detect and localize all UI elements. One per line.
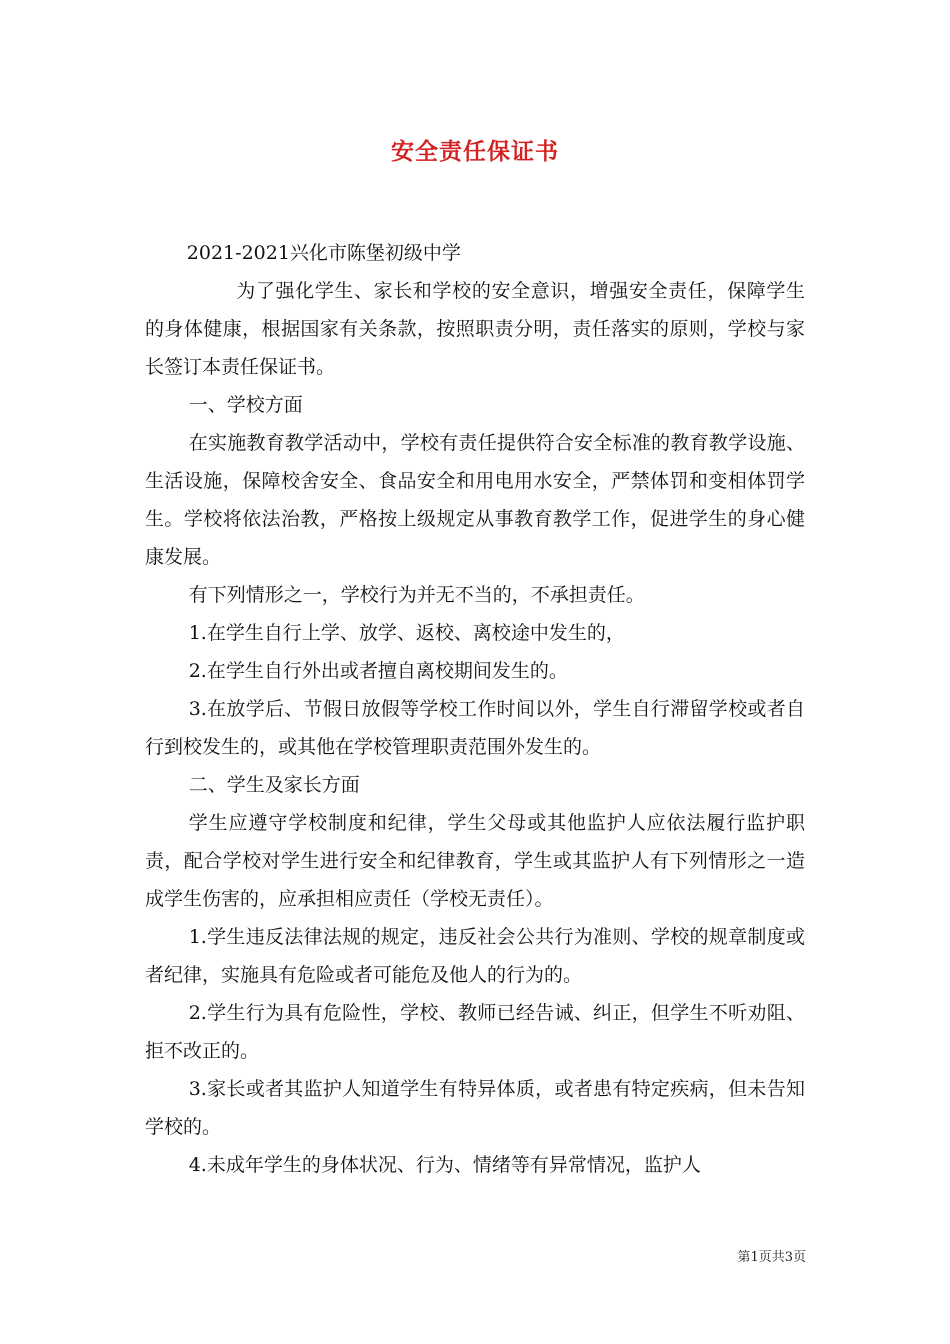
list-item: 3.家长或者其监护人知道学生有特异体质，或者患有特定疾病，但未告知学校的。 (145, 1078, 805, 1138)
list-item: 1.学生违反法律法规的规定，违反社会公共行为准则、学校的规章制度或者纪律，实施具有危险或者可能危及他人的行为的。 (145, 926, 805, 986)
list-item: 2.学生行为具有危险性，学校、教师已经告诫、纠正，但学生不听劝阻、拒不改正的。 (145, 1002, 805, 1062)
section-heading-parents: 二、学生及家长方面 (188, 774, 360, 796)
paragraph: 有下列情形之一，学校行为并无不当的，不承担责任。 (188, 584, 645, 606)
document-title: 安全责任保证书 (391, 138, 559, 165)
paragraph: 在实施教育教学活动中，学校有责任提供符合安全标准的教育教学设施、生活设施，保障校舍安全、食品安全和用电用水安全，严禁体罚和变相体罚学生。学校将依法治教，严格按上级规定从事教育教学工作，促进学生的身心健康发展。 (145, 432, 805, 568)
intro-paragraph: 为了强化学生、家长和学校的安全意识，增强安全责任，保障学生的身体健康，根据国家有关条款，按照职责分明，责任落实的原则，学校与家长签订本责任保证书。 (145, 280, 805, 378)
paragraph: 学生应遵守学校制度和纪律，学生父母或其他监护人应依法履行监护职责，配合学校对学生进行安全和纪律教育，学生或其监护人有下列情形之一造成学生伤害的，应承担相应责任（学校无责任）。 (145, 812, 805, 910)
list-item: 4.未成年学生的身体状况、行为、情绪等有异常情况，监护人 (188, 1154, 701, 1176)
section-heading-school: 一、学校方面 (188, 394, 303, 416)
page-number: 第1页共3页 (737, 1250, 806, 1265)
school-line: 2021-2021兴化市陈堡初级中学 (186, 242, 461, 264)
list-item: 1.在学生自行上学、放学、返校、离校途中发生的， (188, 622, 625, 644)
list-item: 2.在学生自行外出或者擅自离校期间发生的。 (188, 660, 568, 682)
document-body (145, 234, 805, 1184)
list-item: 3.在放学后、节假日放假等学校工作时间以外，学生自行滞留学校或者自行到校发生的，或其他在学校管理职责范围外发生的。 (145, 698, 805, 758)
